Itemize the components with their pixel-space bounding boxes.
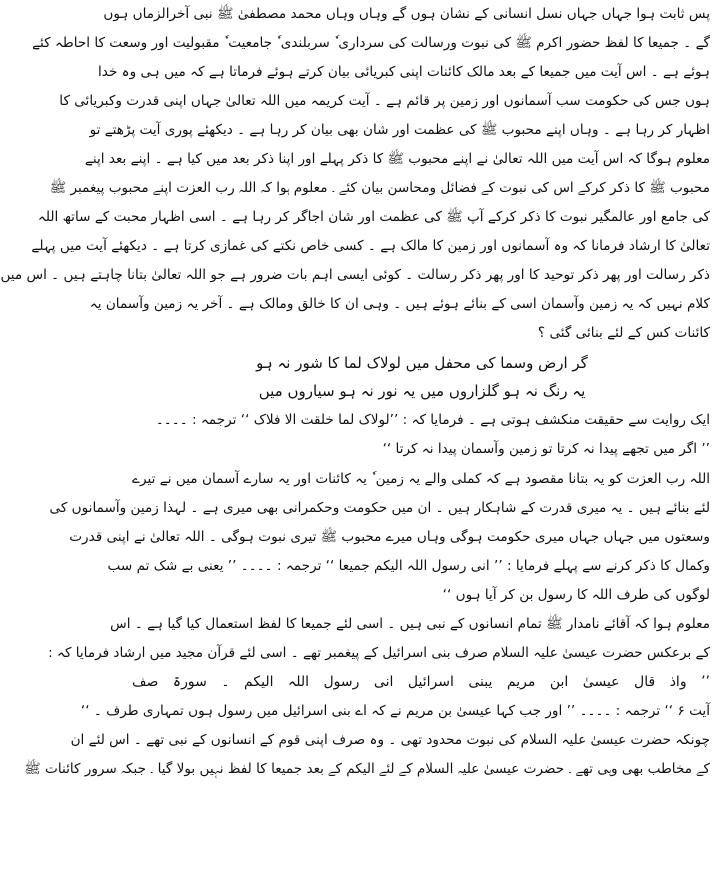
text-line-6: معلوم ہوگا کہ اس آیت میں اللہ تعالیٰ نے اپنے محبوب ﷺ کا ذکر پہلے اور اپنا ذکر بعد میں کیا ہے ۔ اپنے بعد اپنے bbox=[84, 151, 710, 167]
text-line-11: کلام نہیں کہ یہ زمین وآسمان اسی کے بنائے ہوئے ہیں ۔ وہی ان کا خالق ومالک ہے ۔ آخر یہ زمین وآسمان یہ bbox=[89, 296, 710, 312]
text-line-24: کے مخاطب بھی وہی تھے ۔ حضرت عیسیٰ علیہ السلام کے لئے الیکم کے بعد جمیعا کا لفظ نہیں بولا گیا ۔ جبکہ سرور کائنات ﷺ bbox=[24, 761, 710, 777]
text-line-5: اظہار کر رہا ہے ۔ وہاں اپنے محبوب ﷺ کی عظمت اور شان بھی بیان کر رہا ہے ۔ دیکھئے پوری آیت پڑھتے تو bbox=[89, 122, 710, 138]
text-line-17: وسعتوں میں جہاں جہاں میری حکومت ہوگی وہاں میرے محبوب ﷺ تیری نبوت ہوگی ۔ اللہ تعالیٰ نے اپنی قدرت bbox=[69, 529, 710, 545]
verse-line-2: یہ رنگ نہ ہو گلزاروں میں یہ نور نہ ہو سیاروں میں bbox=[258, 382, 586, 400]
text-line-7: محبوب ﷺ کا ذکر کرکے اس کی نبوت کے فضائل ومحاسن بیان کئے ۔ معلوم ہوا کہ اللہ رب العزت اپنے محبوب پیغمبر ﷺ bbox=[49, 180, 710, 196]
text-line-19: لوگوں کی طرف اللہ کا رسول بن کر آیا ہوں ‘‘ bbox=[442, 587, 710, 603]
text-line-4: ہوں جس کی حکومت سب آسمانوں اور زمین پر قائم ہے ۔ آیت کریمہ میں اللہ تعالیٰ جہاں اپنی قدرت وکبریائی کا bbox=[59, 93, 710, 109]
text-line-22: آیت ۶ ‘‘ ترجمہ : ۔۔۔۔ ’’ اور جب کہا عیسیٰ بن مریم نے کہ اے بنی اسرائیل میں رسول ہوں تمہاری طرف ۔ ‘‘ bbox=[80, 703, 710, 719]
text-line-1: پس ثابت ہوا جہاں جہاں نسل انسانی کے نشان ہوں گے وہاں وہاں محمد مصطفیٰ ﷺ نبی آخرالزماں ہوں bbox=[103, 6, 710, 22]
verse-line-1: گر ارض وسما کی محفل میں لولاک لما کا شور نہ ہو bbox=[256, 354, 588, 372]
text-line-12: کائنات کس کے لئے بنائی گئی ؟ bbox=[537, 325, 710, 341]
text-line-3: ہوئے ہے ۔ اس آیت میں جمیعا کے بعد مالک کائنات اپنی کبریائی بیان کرتے ہوئے فرماتا ہے کہ میں ہی وہ خدا bbox=[97, 64, 710, 80]
text-line-21: کے برعکس حضرت عیسیٰ علیہ السلام صرف بنی اسرائیل کے پیغمبر تھے ۔ اسی لئے قرآن مجید میں ارشاد فرمایا کہ : bbox=[48, 645, 710, 661]
text-line-13: ایک روایت سے حقیقت منکشف ہوتی ہے ۔ فرمایا کہ : ’’لولاک لما خلقت الا فلاک ‘‘ ترجمہ : ۔۔۔۔ bbox=[155, 412, 710, 428]
text-line-18: وکمال کا ذکر کرنے سے پہلے فرمایا : ’’ انی رسول اللہ الیکم جمیعا ‘‘ ترجمہ : ۔۔۔۔ ’’ یعنی بے شک تم سب bbox=[107, 558, 710, 574]
quran-verse-line: ’’ واذ قال عیسیٰ ابن مریم یبنی اسرائیل انی رسول اللہ الیکم ۔ سورۃ صف bbox=[132, 674, 710, 690]
text-line-16: لئے بنائے ہیں ۔ یہ میری قدرت کے شاہکار ہیں ۔ ان میں حکومت وحکمرانی بھی میری ہے ۔ لہذا زمین وآسمانوں کی bbox=[49, 500, 710, 516]
document-page bbox=[0, 4, 710, 878]
text-line-8: کی جامع اور عالمگیر نبوت کا ذکر کرکے آپ ﷺ کی عظمت اور شان اجاگر کر رہا ہے ۔ اسی اظہار محبت کے ساتھ اللہ bbox=[37, 209, 710, 225]
text-line-23: چونکہ حضرت عیسیٰ علیہ السلام کی نبوت محدود تھی ۔ وہ صرف اپنی قوم کے انسانوں کے نبی تھے ۔ اس لئے ان bbox=[70, 732, 710, 748]
text-line-15: اللہ رب العزت کو یہ بتانا مقصود ہے کہ کملی والے یہ زمین ٗ یہ کائنات اور یہ سارے آسمان میں نے تیرے bbox=[132, 471, 710, 487]
text-line-10: ذکر رسالت اور پھر ذکر توحید کا اور پھر ذکر رسالت ۔ کوئی ایسی اہم بات ضرور ہے جو اللہ تعالیٰ بتانا چاہتے ہیں ۔ اس میں bbox=[0, 267, 710, 283]
text-line-2: گے ۔ جمیعا کا لفظ حضور اکرم ﷺ کی نبوت ورسالت کی سرداری ٗ سربلندی ٗ جامعیت ٗ مقبولیت اور وسعت کا احاطہ کئے bbox=[32, 35, 710, 51]
text-line-14: ’’ اگر میں تجھے پیدا نہ کرتا تو زمین وآسمان پیدا نہ کرتا ‘‘ bbox=[382, 441, 710, 457]
text-line-9: تعالیٰ کا ارشاد فرمانا کہ وہ آسمانوں اور زمین کا مالک ہے ۔ کسی خاص نکتے کی غمازی کرتا ہے ۔ دیکھئے آیت میں پہلے bbox=[31, 238, 710, 254]
text-line-20: معلوم ہوا کہ آقائے نامدار ﷺ تمام انسانوں کے نبی ہیں ۔ اسی لئے جمیعا کا لفظ استعمال کیا گیا ہے ۔ اس bbox=[110, 616, 710, 632]
